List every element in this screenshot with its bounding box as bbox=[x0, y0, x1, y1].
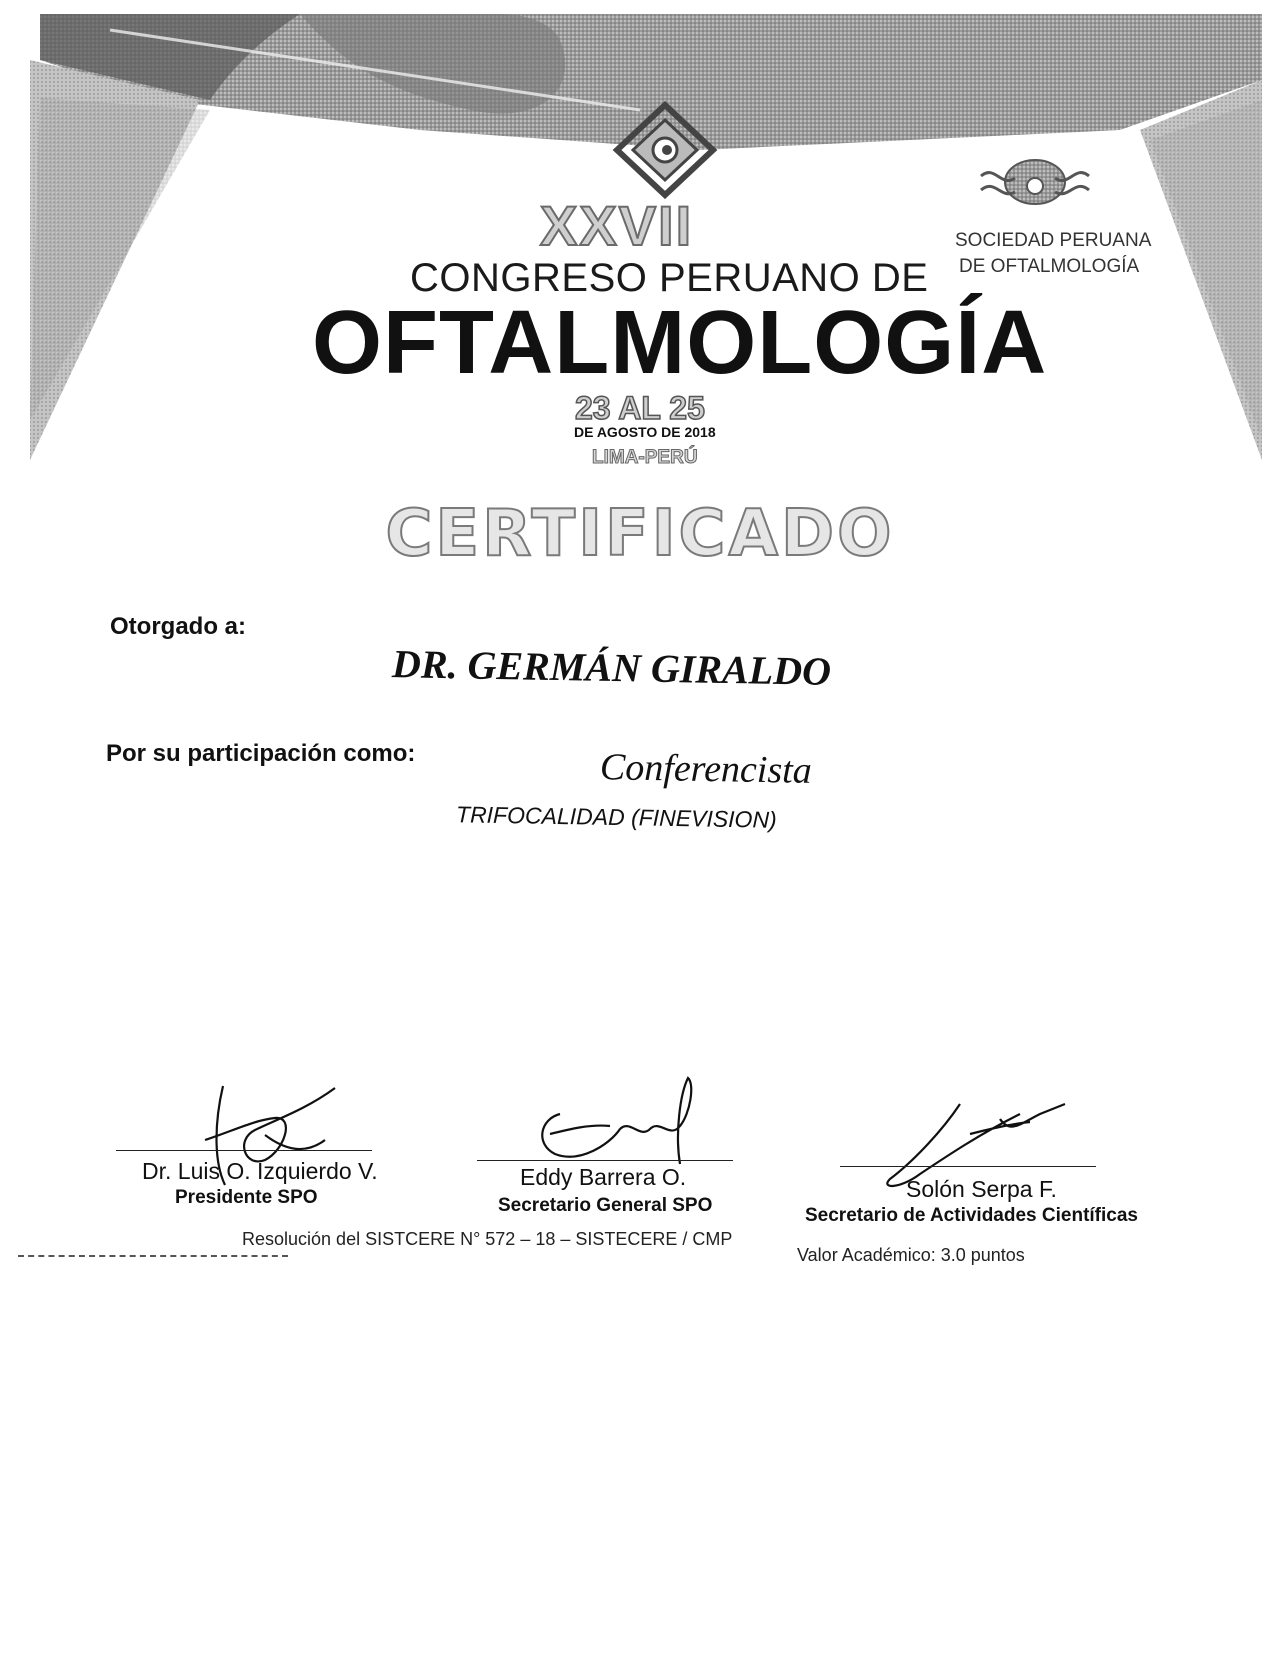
society-name bbox=[955, 228, 1151, 279]
society-name-line1: SOCIEDAD PERUANA bbox=[955, 230, 1152, 251]
signature-line-president bbox=[116, 1150, 372, 1151]
scan-artifact-line bbox=[18, 1255, 288, 1257]
academic-value-text: Valor Académico: 3.0 puntos bbox=[797, 1245, 1025, 1265]
signature-line-secretary-general bbox=[477, 1160, 733, 1161]
event-date-month: DE AGOSTO DE 2018 bbox=[574, 424, 716, 440]
signatory-name-secretary-general: Eddy Barrera O. bbox=[520, 1164, 687, 1190]
awardee-name: DR. GERMÁN GIRALDO bbox=[391, 641, 832, 694]
signature-line-scientific-secretary bbox=[840, 1166, 1096, 1167]
event-date-range: 23 AL 25 bbox=[575, 390, 705, 426]
signatory-title-scientific-secretary: Secretario de Actividades Científicas bbox=[805, 1205, 1138, 1226]
participation-role: Conferencista bbox=[599, 746, 813, 792]
signatory-title-president: Presidente SPO bbox=[175, 1187, 318, 1208]
society-seal bbox=[981, 160, 1089, 204]
participation-label: Por su participación como: bbox=[106, 740, 416, 767]
awarded-to-label: Otorgado a: bbox=[110, 613, 246, 640]
signatory-name-scientific-secretary: Solón Serpa F. bbox=[906, 1176, 1057, 1202]
congress-title-line1: CONGRESO PERUANO DE bbox=[410, 256, 929, 300]
society-name-line2: DE OFTALMOLOGÍA bbox=[959, 255, 1140, 277]
certificate-title: CERTIFICADO bbox=[385, 497, 895, 571]
conference-topic: TRIFOCALIDAD (FINEVISION) bbox=[455, 801, 777, 833]
signature-secretary-general bbox=[530, 1074, 710, 1174]
resolution-text: Resolución del SISTCERE N° 572 – 18 – SISTECERE / CMP bbox=[242, 1229, 733, 1249]
signatory-name-president: Dr. Luis O. Izquierdo V. bbox=[142, 1158, 378, 1184]
congress-number: XXVII bbox=[540, 194, 694, 257]
congress-title-line2: OFTALMOLOGÍA bbox=[312, 293, 1048, 393]
event-location: LIMA-PERÚ bbox=[592, 447, 698, 468]
signatory-title-secretary-general: Secretario General SPO bbox=[498, 1195, 713, 1216]
